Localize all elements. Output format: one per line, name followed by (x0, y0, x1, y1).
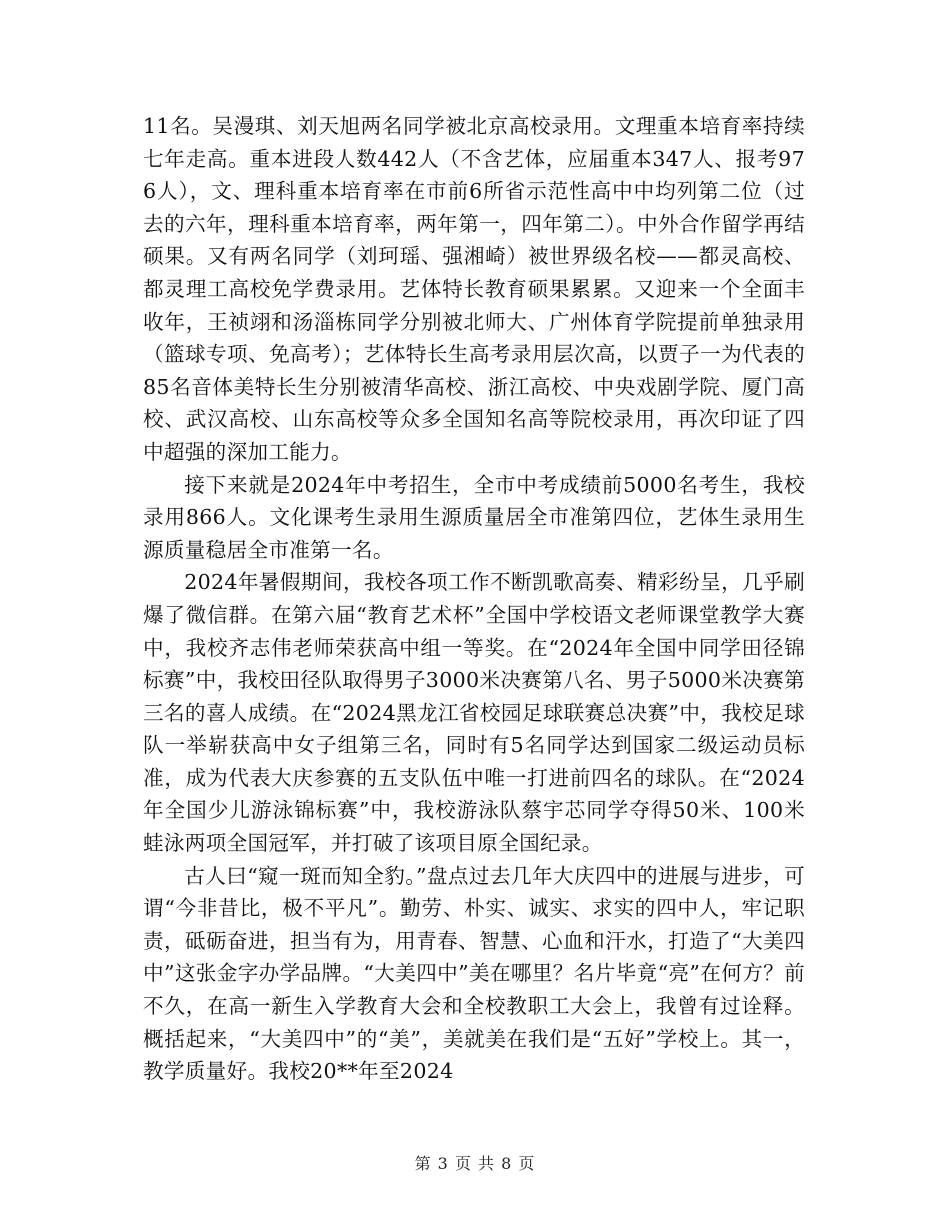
paragraph: 2024年暑假期间，我校各项工作不断凯歌高奏、精彩纷呈，几乎刷爆了微信群。在第六届“教育艺术杯”全国中学校语文老师课堂教学大赛中，我校齐志伟老师荣获高中组一等奖。在“2024年全国中同学田径锦标赛”中，我校田径队取得男子3000米决赛第八名、男子5000米决赛第三名的喜人成绩。在“2024黑龙江省校园足球联赛总决赛”中，我校足球队一举崭获高中女子组第三名，同时有5名同学达到国家二级运动员标准，成为代表大庆参赛的五支队伍中唯一打进前四名的球队。在“2024年全国少儿游泳锦标赛”中，我校游泳队蔡宇芯同学夺得50米、100米蛙泳两项全国冠军，并打破了该项目原全国纪录。 (143, 570, 805, 856)
page-number-footer: 第 3 页 共 8 页 (414, 1154, 536, 1173)
paragraph: 接下来就是2024年中考招生，全市中考成绩前5000名考生，我校录用866人。文化课考生录用生源质量居全市准第四位，艺体生录用生源质量稳居全市准第一名。 (143, 472, 805, 562)
document-body (143, 110, 805, 1088)
paragraph-continued: 11名。吴漫琪、刘天旭两名同学被北京高校录用。文理重本培育率持续七年走高。重本进段人数442人（不含艺体，应届重本347人、报考976人），文、理科重本培育率在市前6所省示范性高中中均列第二位（过去的六年，理科重本培育率，两年第一，四年第二）。中外合作留学再结硕果。又有两名同学（刘珂瑶、强湘崎）被世界级名校——都灵高校、都灵理工高校免学费录用。艺体特长教育硕果累累。又迎来一个全面丰收年，王祯翊和汤淄栋同学分别被北师大、广州体育学院提前单独录用（篮球专项、免高考）；艺体特长生高考录用层次高，以贾子一为代表的85名音体美特长生分别被清华高校、浙江高校、中央戏剧学院、厦门高校、武汉高校、山东高校等众多全国知名高等院校录用，再次印证了四中超强的深加工能力。 (143, 114, 805, 464)
paragraph: 古人曰“窥一斑而知全豹。”盘点过去几年大庆四中的进展与进步，可谓“今非昔比，极不平凡”。勤劳、朴实、诚实、求实的四中人，牢记职责，砥砺奋进，担当有为，用青春、智慧、心血和汗水，打造了“大美四中”这张金字办学品牌。“大美四中”美在哪里？名片毕竟“亮”在何方？前不久，在高一新生入学教育大会和全校教职工大会上，我曾有过诠释。概括起来，“大美四中”的“美”，美就美在我们是“五好”学校上。其一，教学质量好。我校20**年至2024 (143, 863, 805, 1084)
